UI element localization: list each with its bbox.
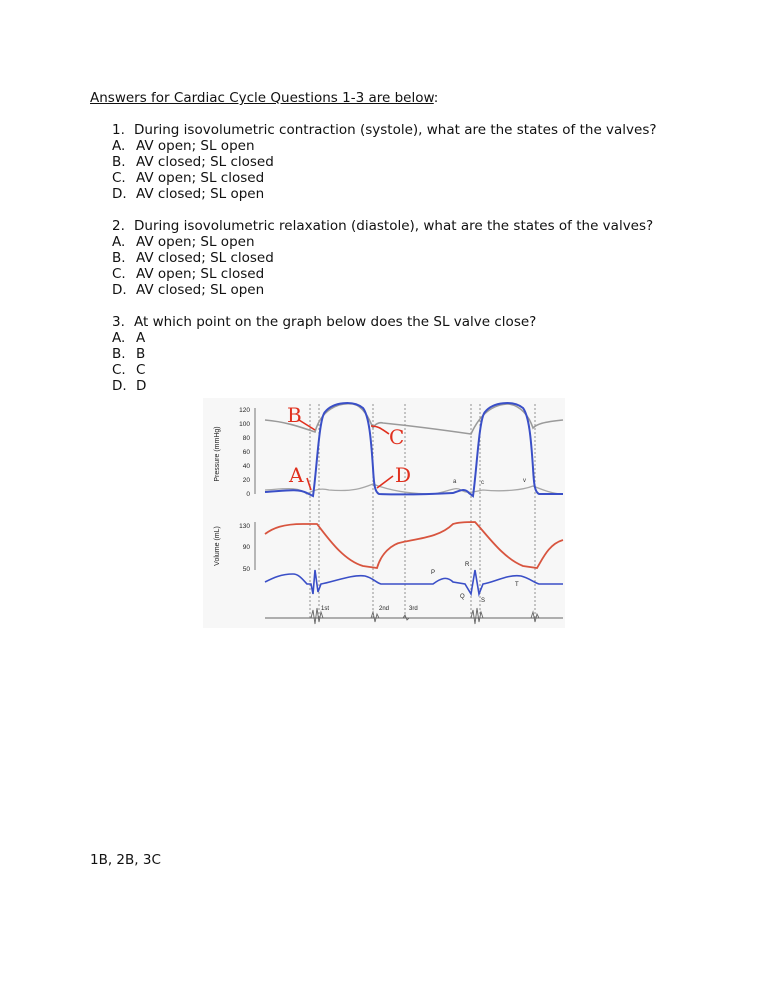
q2-option-a — [112, 234, 255, 250]
heart-sound-label: 1st — [321, 606, 330, 612]
ecg-label-r: R — [465, 562, 470, 568]
option-text: A — [136, 330, 146, 346]
ecg-label-s: S — [481, 598, 486, 604]
annotation-d: D — [395, 463, 412, 487]
q3-option-a — [112, 330, 145, 346]
annotation-a: A — [289, 463, 304, 487]
option-text: AV open; SL open — [136, 234, 255, 250]
question-3 — [112, 314, 536, 330]
option-letter: B. — [112, 346, 126, 362]
question-2 — [112, 218, 653, 234]
option-letter: D. — [112, 186, 127, 202]
option-text: AV closed; SL open — [136, 282, 265, 298]
wave-label-a: a — [453, 479, 457, 485]
pressure-axis-label: Pressure (mmHg) — [214, 426, 221, 482]
pressure-tick: 80 — [242, 435, 250, 442]
question-text: During isovolumetric contraction (systole), what are the states of the valves? — [134, 122, 657, 138]
option-text: AV closed; SL closed — [136, 250, 274, 266]
question-number: 1. — [112, 122, 125, 138]
option-text: AV open; SL closed — [136, 170, 265, 186]
q3-option-c — [112, 362, 145, 378]
wave-label-c: c — [481, 480, 484, 486]
q1-option-c — [112, 170, 264, 186]
q2-option-b — [112, 250, 274, 266]
question-number: 2. — [112, 218, 125, 234]
page-heading — [90, 90, 438, 106]
option-letter: A. — [112, 234, 126, 250]
q1-option-b — [112, 154, 274, 170]
annotation-b: B — [287, 403, 302, 427]
heading-text: Answers for Cardiac Cycle Questions 1-3 are below — [90, 90, 434, 106]
option-text: AV closed; SL open — [136, 186, 265, 202]
ecg-label-p: P — [431, 570, 436, 576]
pressure-tick: 100 — [239, 421, 250, 428]
question-1 — [112, 122, 657, 138]
option-text: C — [136, 362, 146, 378]
pressure-tick: 120 — [239, 407, 250, 414]
q3-option-d — [112, 378, 146, 394]
option-letter: B. — [112, 154, 126, 170]
figure-background — [203, 398, 565, 628]
pressure-tick: 20 — [242, 477, 250, 484]
option-text: AV open; SL open — [136, 138, 255, 154]
wave-label-v: v — [523, 478, 526, 484]
option-letter: D. — [112, 282, 127, 298]
pressure-tick: 0 — [246, 491, 250, 498]
ecg-label-q: Q — [460, 594, 465, 600]
answer-key: 1B, 2B, 3C — [90, 852, 161, 868]
q3-option-b — [112, 346, 145, 362]
q2-option-d — [112, 282, 264, 298]
option-letter: A. — [112, 138, 126, 154]
pressure-tick: 40 — [242, 463, 250, 470]
question-number: 3. — [112, 314, 125, 330]
option-letter: C. — [112, 362, 126, 378]
option-text: AV open; SL closed — [136, 266, 265, 282]
volume-tick: 50 — [242, 566, 250, 573]
option-letter: B. — [112, 250, 126, 266]
option-letter: C. — [112, 266, 126, 282]
option-text: D — [136, 378, 147, 394]
pressure-tick: 60 — [242, 449, 250, 456]
option-letter: A. — [112, 330, 126, 346]
ecg-label-t: T — [515, 582, 519, 588]
question-text: During isovolumetric relaxation (diastole), what are the states of the valves? — [134, 218, 654, 234]
heart-sound-label: 2nd — [379, 606, 390, 612]
option-letter: D. — [112, 378, 127, 394]
volume-tick: 90 — [242, 544, 250, 551]
q1-option-d — [112, 186, 264, 202]
q1-option-a — [112, 138, 255, 154]
volume-axis-label: Volume (mL) — [214, 526, 221, 566]
heading-colon: : — [433, 90, 439, 106]
question-text: At which point on the graph below does the SL valve close? — [134, 314, 537, 330]
cardiac-cycle-diagram — [203, 398, 565, 628]
option-text: B — [136, 346, 146, 362]
annotation-c: C — [389, 425, 405, 449]
volume-tick: 130 — [239, 523, 250, 530]
option-text: AV closed; SL closed — [136, 154, 274, 170]
heart-sound-label: 3rd — [409, 606, 418, 612]
option-letter: C. — [112, 170, 126, 186]
q2-option-c — [112, 266, 264, 282]
